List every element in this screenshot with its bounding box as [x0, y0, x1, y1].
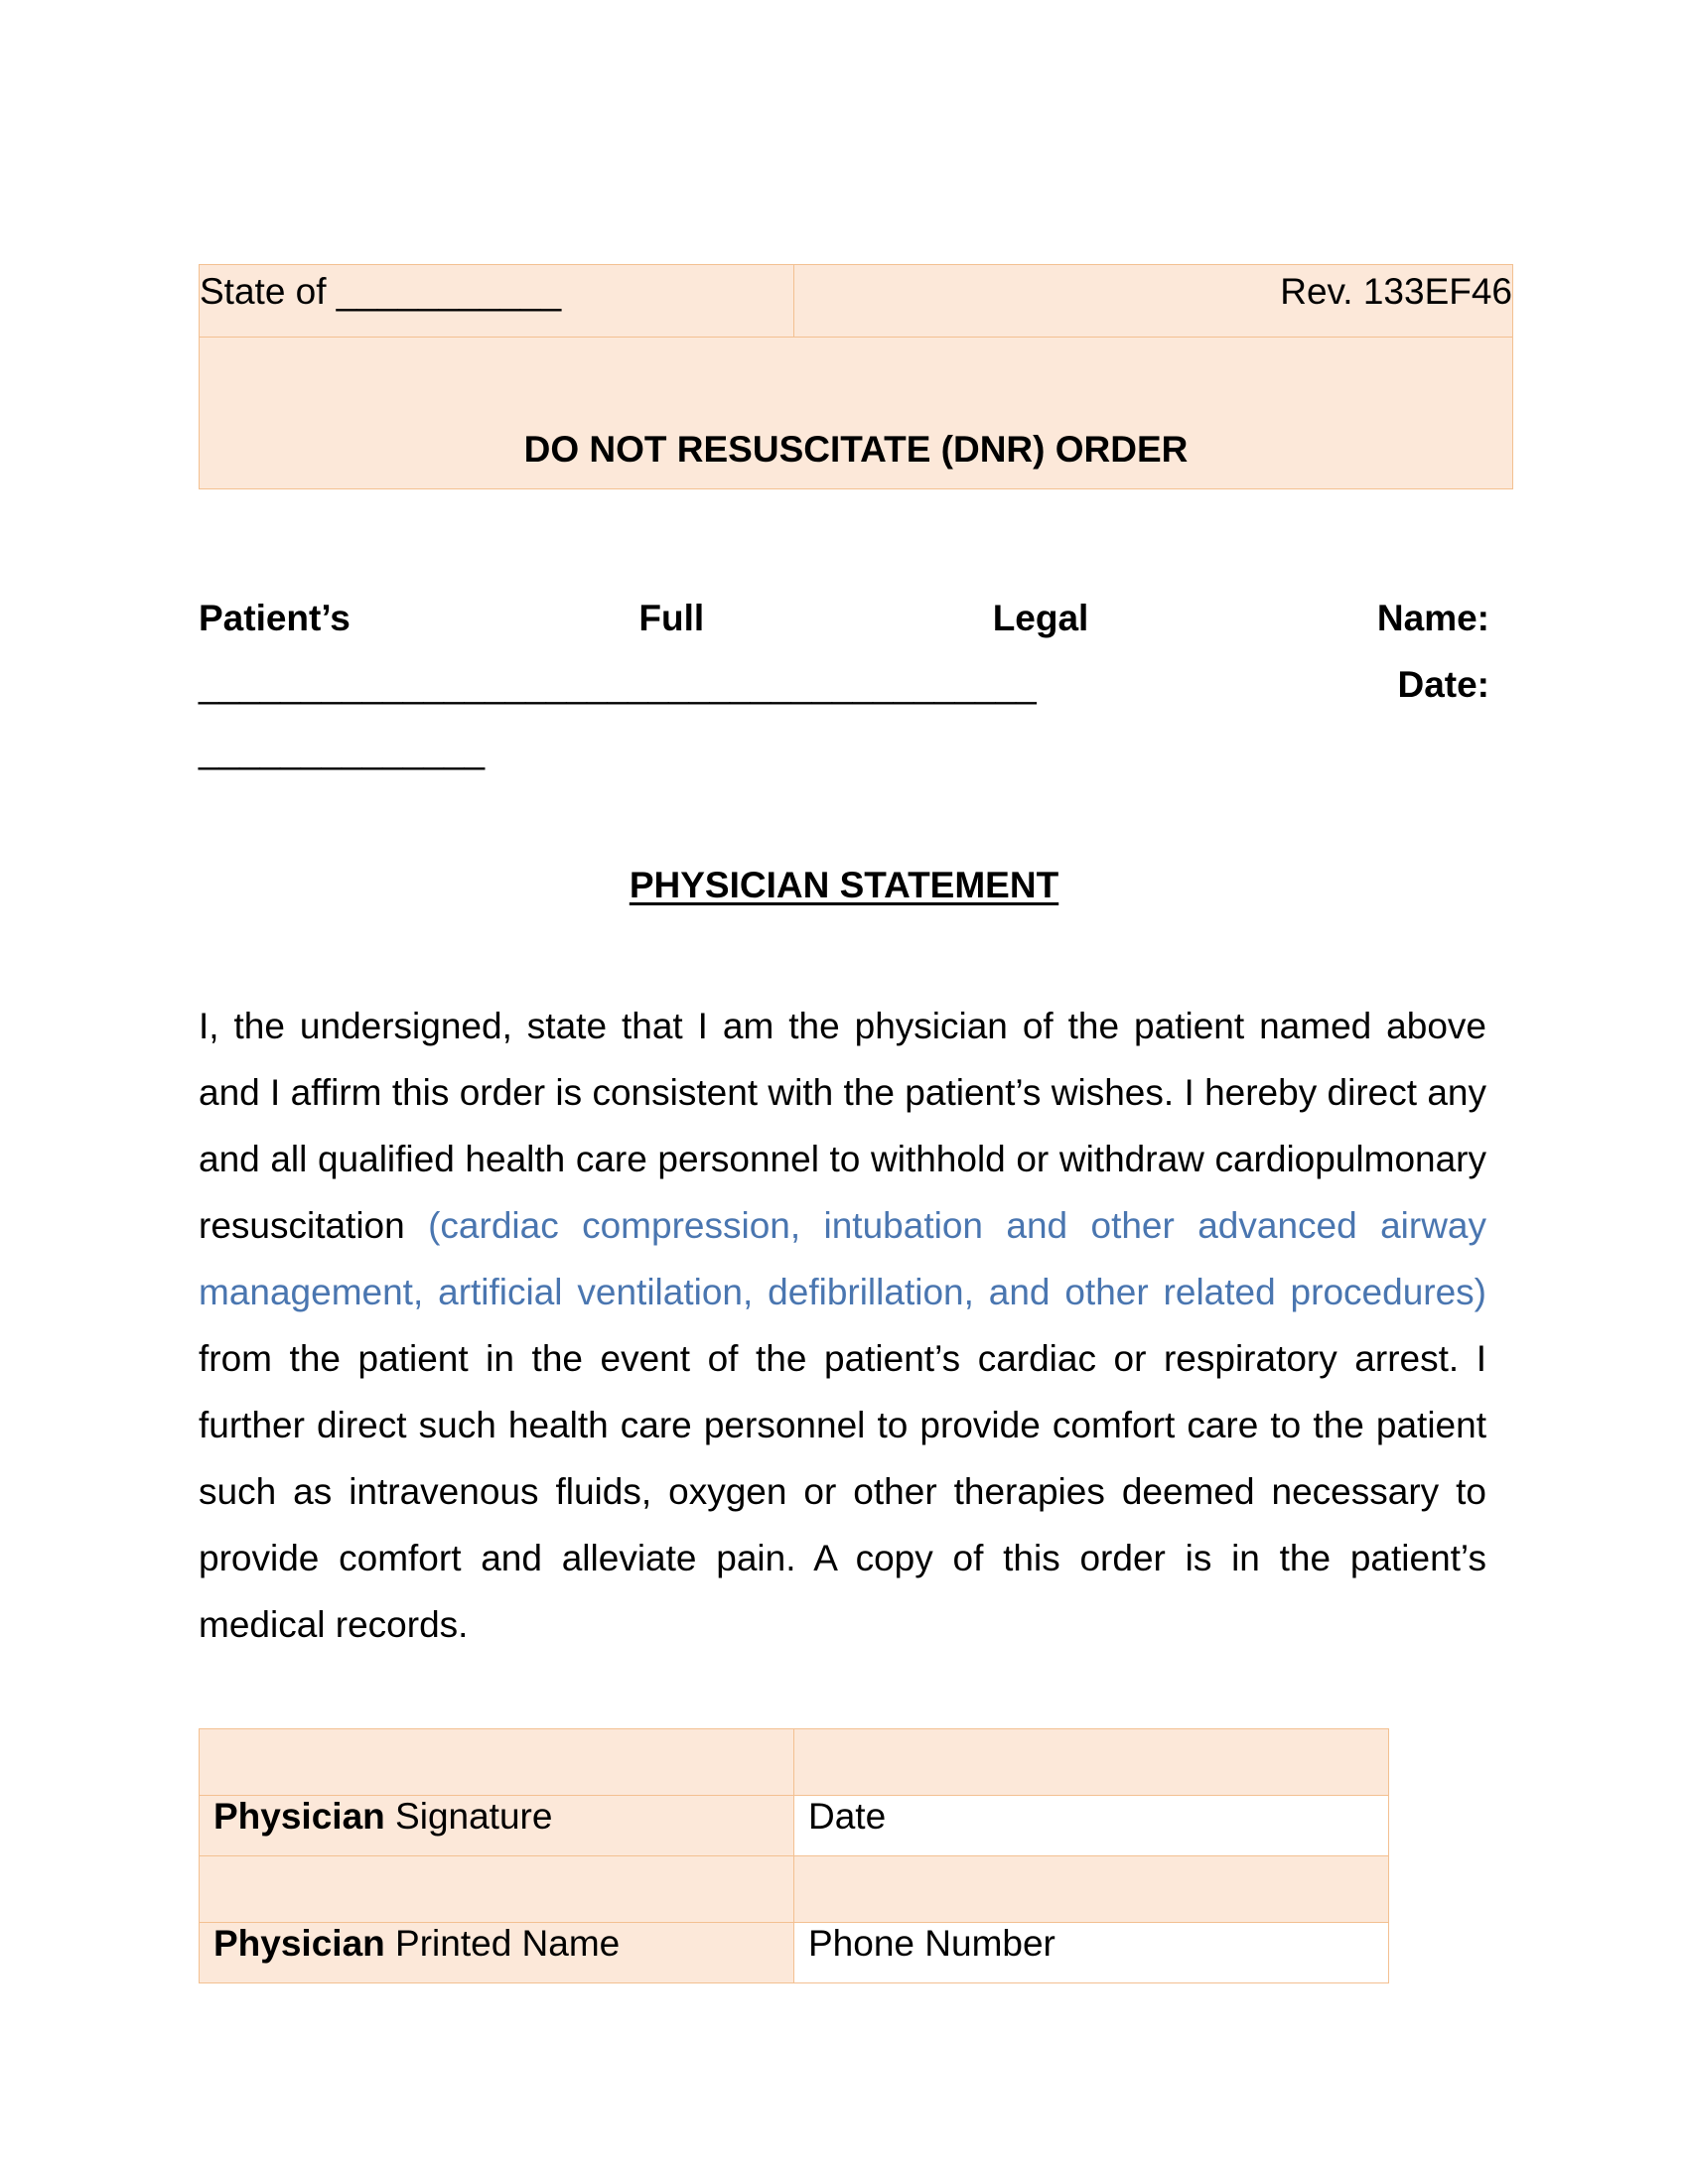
phone-number-label-text: Phone Number	[808, 1923, 1055, 1964]
patient-date-field[interactable]: ______________	[199, 730, 486, 770]
physician-statement-text	[199, 993, 1486, 1658]
phone-number-field[interactable]	[794, 1856, 1389, 1923]
form-title-cell	[200, 338, 1513, 489]
physician-printed-name-label	[200, 1923, 794, 1983]
patient-name-field[interactable]: _________________________________________	[199, 664, 1037, 705]
physician-statement-title: PHYSICIAN STATEMENT	[629, 865, 1059, 905]
signature-date-field[interactable]	[794, 1729, 1389, 1796]
patient-word-2: Full	[638, 598, 705, 638]
statement-text-after: from the patient in the event of the patient’s cardiac or respiratory arrest. I further direct such health care personnel to provide comfort care to the patient such as intravenous fluids, oxygen or other therapies deemed necessary to provide comfort and alleviate pain. A copy of this order is in the patient’s medical records.	[199, 1338, 1486, 1645]
revision-cell	[794, 265, 1513, 338]
state-label: State of ___________	[200, 271, 562, 312]
form-title: DO NOT RESUSCITATE (DNR) ORDER	[523, 429, 1189, 470]
patient-word-4: Name:	[1376, 598, 1489, 638]
patient-word-3: Legal	[992, 598, 1089, 638]
signature-table	[199, 1728, 1389, 1983]
date-label: Date:	[1397, 664, 1489, 705]
state-field[interactable]	[200, 265, 794, 338]
patient-name-line-row	[199, 664, 1489, 706]
signature-date-label	[794, 1796, 1389, 1856]
patient-name-label-row	[199, 598, 1489, 639]
signature-date-label-text: Date	[808, 1796, 887, 1837]
printed-label-bold: Physician	[213, 1923, 385, 1964]
physician-printed-name-field[interactable]	[200, 1856, 794, 1923]
patient-word-1: Patient’s	[199, 598, 351, 638]
printed-label-rest: Printed Name	[384, 1923, 621, 1964]
signature-label-bold: Physician	[213, 1796, 385, 1837]
statement-text-before: I, the undersigned, state that I am the physician of the patient named above and I affirm this order is consistent with the patient’s wishes. I hereby direct any and all qualified health care personnel to withhold or withdraw cardiopulmonary resuscitation	[199, 1006, 1486, 1246]
header-table	[199, 264, 1513, 489]
phone-number-label	[794, 1923, 1389, 1983]
statement-text-highlight: (cardiac compression, intubation and other advanced airway management, artificial ventilation, defibrillation, and other related procedures)	[199, 1205, 1486, 1312]
patient-date-line-row	[199, 730, 1489, 771]
physician-signature-label	[200, 1796, 794, 1856]
revision-number: Rev. 133EF46	[1280, 271, 1512, 312]
physician-signature-field[interactable]	[200, 1729, 794, 1796]
signature-label-rest: Signature	[384, 1796, 553, 1837]
